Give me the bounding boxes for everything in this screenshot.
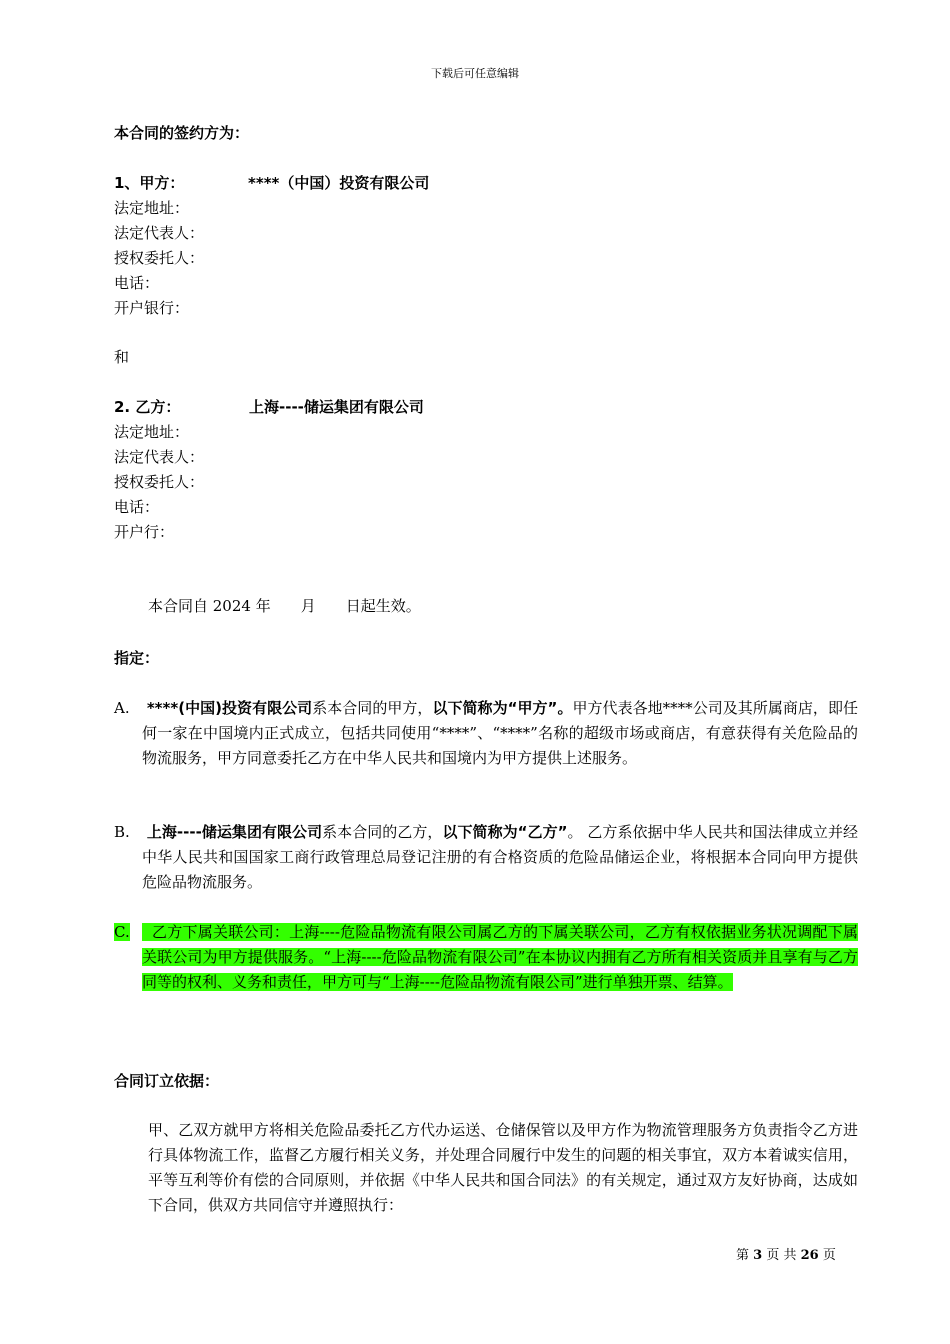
clause-a-alias: 以下简称为“甲方”。 (432, 699, 573, 717)
footer-total-pages: 26 (800, 1248, 819, 1263)
party-a-name: ****（中国）投资有限公司 (248, 174, 430, 192)
party-b-name: 上海----储运集团有限公司 (249, 398, 424, 416)
clause-b-text-2: 。 乙方系依据中华人民共和国法律成立并经中华人民共和国国家工商行政管理总局登记注册的有合格资质的危险品储运企业，将根据本合同向甲方提供危险品物流服务。 (142, 823, 859, 891)
page-footer (736, 1247, 836, 1265)
parties-title: 本合同的签约方为： (114, 124, 250, 142)
party-b-label: 2. 乙方： (114, 398, 181, 416)
party-b-phone-label: 电话： (114, 498, 160, 516)
clause-a-text-1: 系本合同的甲方， (312, 699, 433, 717)
effective-date-text: 本合同自 2024 年 月 日起生效。 (148, 597, 421, 615)
footer-suffix: 页 (822, 1248, 836, 1263)
footer-middle: 页 共 (766, 1248, 797, 1263)
clause-a-paragraph (142, 696, 858, 771)
clause-c-marker: C. (114, 923, 130, 941)
party-a-address-label: 法定地址： (114, 199, 190, 217)
party-a-rep-label: 法定代表人： (114, 224, 205, 242)
party-a-bank-label: 开户银行： (114, 299, 190, 317)
clause-a-marker: A. (114, 699, 130, 717)
clause-b-alias: 以下简称为“乙方” (442, 823, 568, 841)
clause-b-text-1: 系本合同的乙方， (322, 823, 443, 841)
party-b-agent-label: 授权委托人： (114, 473, 205, 491)
clause-b-marker: B. (114, 823, 130, 841)
and-text: 和 (114, 348, 130, 366)
footer-prefix: 第 (736, 1248, 750, 1263)
party-b-rep-label: 法定代表人： (114, 448, 205, 466)
clause-b-party-name: 上海----储运集团有限公司 (146, 823, 323, 841)
clause-c-paragraph (142, 920, 858, 995)
designation-title: 指定： (114, 649, 160, 667)
clause-a-text-2: 甲方代表各地****公司及其所属商店，即任何一家在中国境内正式成立，包括共同使用“****”、“****”名称的超级市场或商店，有意获得有关危险品的物流服务，甲方同意委托乙方在中华人民共和国境内为甲方提供上述服务。 (142, 699, 858, 767)
party-b-bank-label: 开户行： (114, 523, 175, 541)
footer-current-page: 3 (753, 1248, 763, 1263)
page-header: 下载后可任意编辑 (431, 67, 519, 80)
party-b-address-label: 法定地址： (114, 423, 190, 441)
basis-title: 合同订立依据： (114, 1072, 220, 1090)
party-a-label: 1、甲方： (114, 174, 185, 192)
basis-paragraph: 甲、乙双方就甲方将相关危险品委托乙方代办运送、仓储保管以及甲方作为物流管理服务方负责指令乙方进行具体物流工作，监督乙方履行相关义务，并处理合同履行中发生的问题的相关事宜，双方本着诚实信用，平等互利等价有偿的合同原则，并依据《中华人民共和国合同法》的有关规定，通过双方友好协商，达成如下合同，供双方共同信守并遵照执行： (148, 1121, 858, 1214)
party-a-phone-label: 电话： (114, 274, 160, 292)
clause-a-party-name: ****(中国)投资有限公司 (146, 699, 313, 717)
clause-c-text: 乙方下属关联公司：上海----危险品物流有限公司属乙方的下属关联公司，乙方有权依据业务状况调配下属关联公司为甲方提供服务。“上海----危险品物流有限公司”在本协议内拥有乙方所有相关资质并且享有与乙方同等的权利、义务和责任，甲方可与“上海----危险品物流有限公司”进行单独开票、结算。 (142, 923, 858, 991)
party-a-agent-label: 授权委托人： (114, 249, 205, 267)
clause-b-paragraph (142, 820, 858, 895)
